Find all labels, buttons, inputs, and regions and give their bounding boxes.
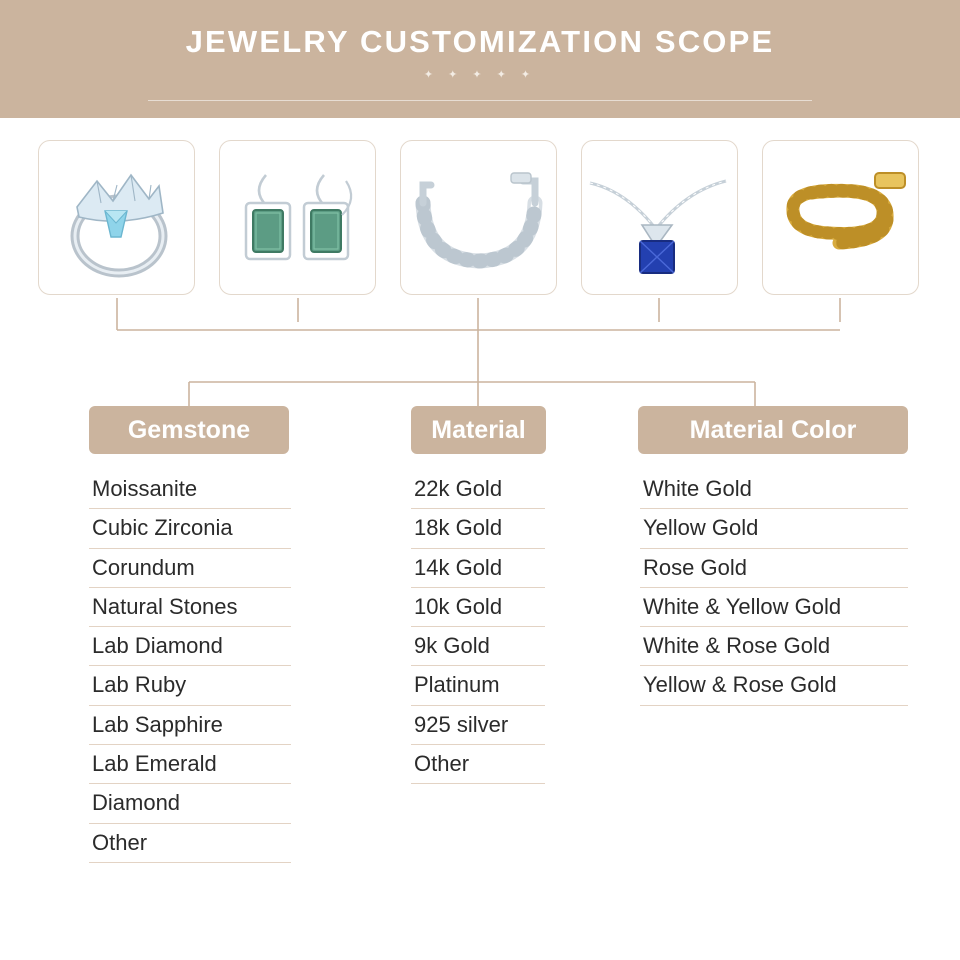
list-item[interactable]: White & Rose Gold xyxy=(640,627,908,666)
pendant-necklace-icon xyxy=(582,141,737,294)
column-header-gemstone-label: Gemstone xyxy=(127,415,251,444)
page-title-part1: JEWELRY xyxy=(185,24,350,59)
list-item[interactable]: Cubic Zirconia xyxy=(89,509,291,548)
list-item[interactable]: Lab Diamond xyxy=(89,627,291,666)
list-item[interactable]: 10k Gold xyxy=(411,588,545,627)
list-item[interactable]: Corundum xyxy=(89,549,291,588)
list-item[interactable]: Rose Gold xyxy=(640,549,908,588)
list-item[interactable]: 14k Gold xyxy=(411,549,545,588)
list-item[interactable]: 9k Gold xyxy=(411,627,545,666)
list-item[interactable]: White Gold xyxy=(640,470,908,509)
column-header-material-color xyxy=(638,406,908,454)
list-item[interactable]: Lab Ruby xyxy=(89,666,291,705)
option-list-gemstone xyxy=(89,470,291,863)
page-title-part2: CUSTOMIZATION SCOPE xyxy=(359,24,775,59)
option-list-material xyxy=(411,470,545,784)
option-list-material-color xyxy=(640,470,908,706)
list-item[interactable]: White & Yellow Gold xyxy=(640,588,908,627)
product-card-pendant[interactable] xyxy=(581,140,738,295)
list-item[interactable]: Other xyxy=(89,824,291,863)
list-item[interactable]: Natural Stones xyxy=(89,588,291,627)
column-header-gemstone xyxy=(89,406,289,454)
list-item[interactable]: Lab Emerald xyxy=(89,745,291,784)
column-header-material-color-label: Material Color xyxy=(689,415,857,444)
column-header-material-label: Material xyxy=(431,415,526,444)
product-card-bracelet[interactable] xyxy=(400,140,557,295)
earrings-icon xyxy=(220,141,375,294)
list-item[interactable]: Other xyxy=(411,745,545,784)
product-card-ring[interactable] xyxy=(38,140,195,295)
list-item[interactable]: Yellow & Rose Gold xyxy=(640,666,908,705)
bracelet-icon xyxy=(401,141,556,294)
product-card-earrings[interactable] xyxy=(219,140,376,295)
list-item[interactable]: 22k Gold xyxy=(411,470,545,509)
product-card-chain[interactable] xyxy=(762,140,919,295)
list-item[interactable]: Diamond xyxy=(89,784,291,823)
ring-icon xyxy=(39,141,194,294)
product-card-row xyxy=(0,140,960,298)
gold-chain-icon xyxy=(763,141,918,294)
list-item[interactable]: 18k Gold xyxy=(411,509,545,548)
list-item[interactable]: Lab Sapphire xyxy=(89,706,291,745)
column-header-material xyxy=(411,406,546,454)
list-item[interactable]: Yellow Gold xyxy=(640,509,908,548)
page-title xyxy=(0,24,960,60)
star-divider-icon: ✦ ✦ ✦ ✦ ✦ xyxy=(423,69,537,81)
list-item[interactable]: 925 silver xyxy=(411,706,545,745)
list-item[interactable]: Platinum xyxy=(411,666,545,705)
header-divider xyxy=(148,100,812,101)
page-header xyxy=(0,0,960,118)
list-item[interactable]: Moissanite xyxy=(89,470,291,509)
